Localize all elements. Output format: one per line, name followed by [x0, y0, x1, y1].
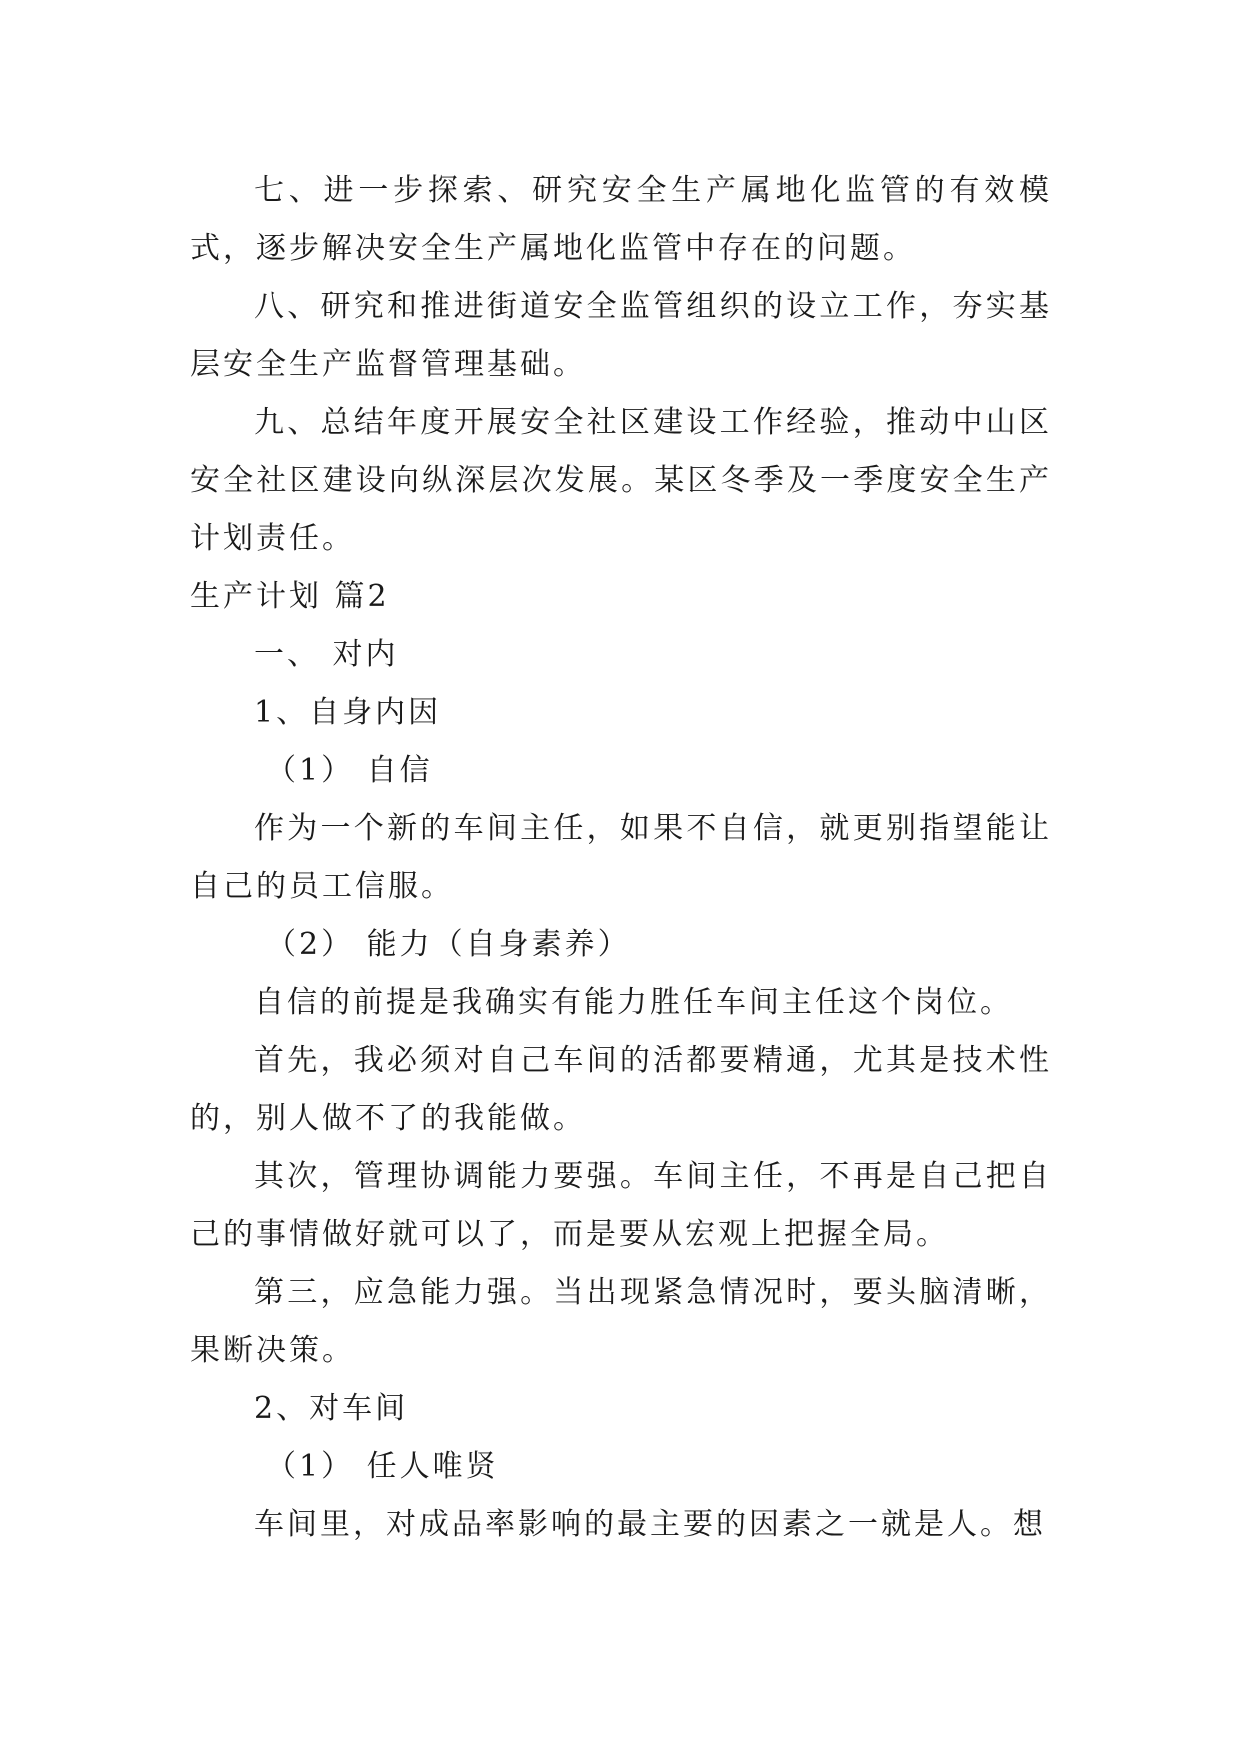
outline-item-internal: 一、 对内	[254, 637, 399, 672]
outline-item-ability: （2） 能力（自身素养）	[266, 927, 631, 962]
document-body	[190, 162, 1052, 1554]
paragraph-third: 第三，应急能力强。当出现紧急情况时，要头脑清晰，果断决策。	[190, 1275, 1052, 1368]
paragraph-ability: 自信的前提是我确实有能力胜任车间主任这个岗位。	[254, 985, 1013, 1020]
paragraph-confidence: 作为一个新的车间主任，如果不自信，就更别指望能让自己的员工信服。	[190, 811, 1052, 904]
outline-item-confidence: （1） 自信	[266, 753, 433, 788]
paragraph-first: 首先，我必须对自己车间的活都要精通，尤其是技术性的，别人做不了的我能做。	[190, 1043, 1052, 1136]
section-heading: 生产计划 篇2	[190, 579, 390, 614]
paragraph-workshop: 车间里，对成品率影响的最主要的因素之一就是人。想	[254, 1507, 1046, 1542]
paragraph-item-9: 九、总结年度开展安全社区建设工作经验，推动中山区安全社区建设向纵深层次发展。某区冬季及一季度安全生产计划责任。	[190, 405, 1052, 556]
paragraph-second: 其次，管理协调能力要强。车间主任，不再是自己把自己的事情做好就可以了，而是要从宏观上把握全局。	[190, 1159, 1052, 1252]
outline-item-workshop: 2、对车间	[254, 1391, 409, 1426]
paragraph-item-8: 八、研究和推进街道安全监管组织的设立工作，夯实基层安全生产监督管理基础。	[190, 289, 1052, 382]
outline-item-self: 1、自身内因	[254, 695, 442, 730]
paragraph-item-7: 七、进一步探索、研究安全生产属地化监管的有效模式，逐步解决安全生产属地化监管中存在的问题。	[190, 173, 1052, 266]
outline-item-merit: （1） 任人唯贤	[266, 1449, 499, 1484]
